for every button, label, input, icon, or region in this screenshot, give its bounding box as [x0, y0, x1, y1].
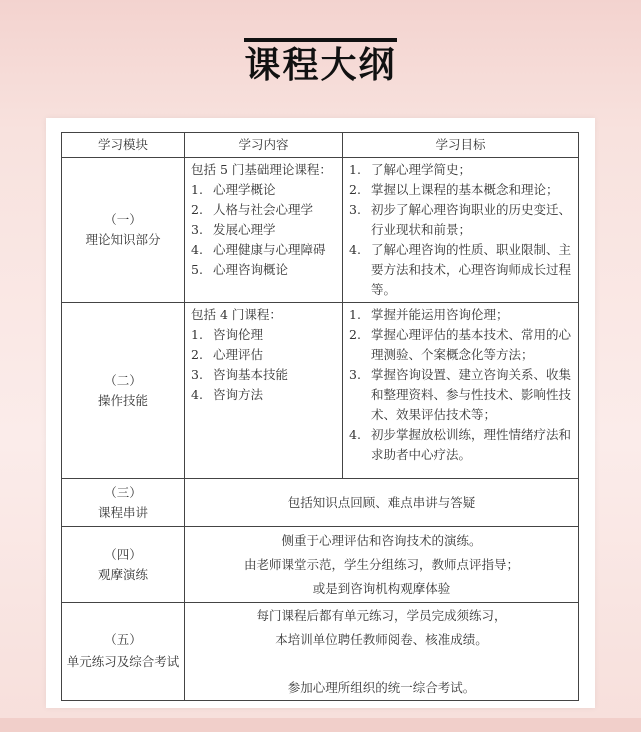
list-item: 2. 心理评估 [191, 347, 264, 362]
title-area [0, 38, 641, 94]
list-item: 3. 掌握咨询设置、建立咨询关系、收集和整理资料、参与性技术、影响性技术、效果评估技术等； [349, 367, 572, 422]
list-item: 3. 咨询基本技能 [191, 367, 289, 382]
table-row [62, 527, 579, 603]
module-name: 观摩演练 [97, 566, 148, 582]
text-line: 由老师课堂示范，学生分组练习，教师点评指导； [243, 556, 519, 572]
table-row [62, 303, 579, 479]
list-item: 1. 咨询伦理 [191, 327, 264, 342]
syllabus-card [46, 118, 595, 708]
list-item: 4. 咨询方法 [191, 387, 264, 402]
module-number: （二） [104, 372, 142, 388]
bottom-decoration-strip [0, 718, 641, 732]
list-item: 4. 初步掌握放松训练，理性情绪疗法和求助者中心疗法。 [349, 427, 572, 462]
module-cell [62, 479, 185, 527]
list-item: 3. 发展心理学 [191, 222, 276, 237]
list-item: 4. 心理健康与心理障碍 [191, 242, 326, 257]
table-row [62, 158, 579, 303]
merged-content-cell [185, 603, 579, 701]
list-item: 1. 心理学概论 [191, 182, 276, 197]
module-cell [62, 158, 185, 303]
header-goal: 学习目标 [343, 133, 579, 158]
list-item: 1. 了解心理学简史； [349, 162, 472, 177]
text-line: 本培训单位聘任教师阅卷、核准成绩。 [275, 631, 488, 647]
module-number: （一） [104, 212, 142, 227]
table-header-row [62, 133, 579, 158]
module-number: （四） [104, 546, 142, 562]
list-item: 3. 初步了解心理咨询职业的历史变迁、行业现状和前景； [349, 202, 572, 237]
module-cell [62, 603, 185, 701]
goal-cell [343, 303, 579, 479]
goal-cell [343, 158, 579, 303]
module-name: 单元练习及综合考试 [66, 653, 180, 669]
syllabus-table [61, 132, 579, 701]
module-number: （三） [104, 484, 142, 500]
module-name: 理论知识部分 [85, 232, 161, 247]
module-name: 操作技能 [97, 392, 148, 408]
text-line: 每门课程后都有单元练习，学员完成须练习， [256, 607, 507, 623]
list-item: 5. 心理咨询概论 [191, 262, 289, 277]
content-intro: 包括 5 门基础理论课程： [191, 162, 332, 177]
content-cell [185, 158, 343, 303]
list-item: 2. 掌握以上课程的基本概念和理论； [349, 182, 559, 197]
header-module: 学习模块 [62, 133, 185, 158]
module-cell [62, 303, 185, 479]
text-line: 或是到咨询机构观摩体验 [312, 580, 451, 596]
merged-content-cell [185, 527, 579, 603]
module-cell [62, 527, 185, 603]
content-cell [185, 303, 343, 479]
page-title: 课程大纲 [244, 38, 396, 94]
list-item: 2. 掌握心理评估的基本技术、常用的心理测验、个案概念化等方法； [349, 327, 572, 362]
text-line: 侧重于心理评估和咨询技术的演练。 [281, 532, 482, 548]
header-content: 学习内容 [185, 133, 343, 158]
module-number: （五） [104, 631, 142, 647]
list-item: 4. 了解心理咨询的性质、职业限制、主要方法和技术，心理咨询师成长过程等。 [349, 242, 572, 297]
list-item: 2. 人格与社会心理学 [191, 202, 314, 217]
table-row [62, 603, 579, 701]
text-line: 参加心理所组织的统一综合考试。 [287, 679, 476, 695]
list-item: 1. 掌握并能运用咨询伦理； [349, 307, 509, 322]
text-line-spacer [185, 652, 578, 676]
merged-content-cell: 包括知识点回顾、难点串讲与答疑 [185, 479, 579, 527]
module-name: 课程串讲 [97, 504, 148, 520]
content-intro: 包括 4 门课程： [191, 307, 282, 322]
table-row [62, 479, 579, 527]
